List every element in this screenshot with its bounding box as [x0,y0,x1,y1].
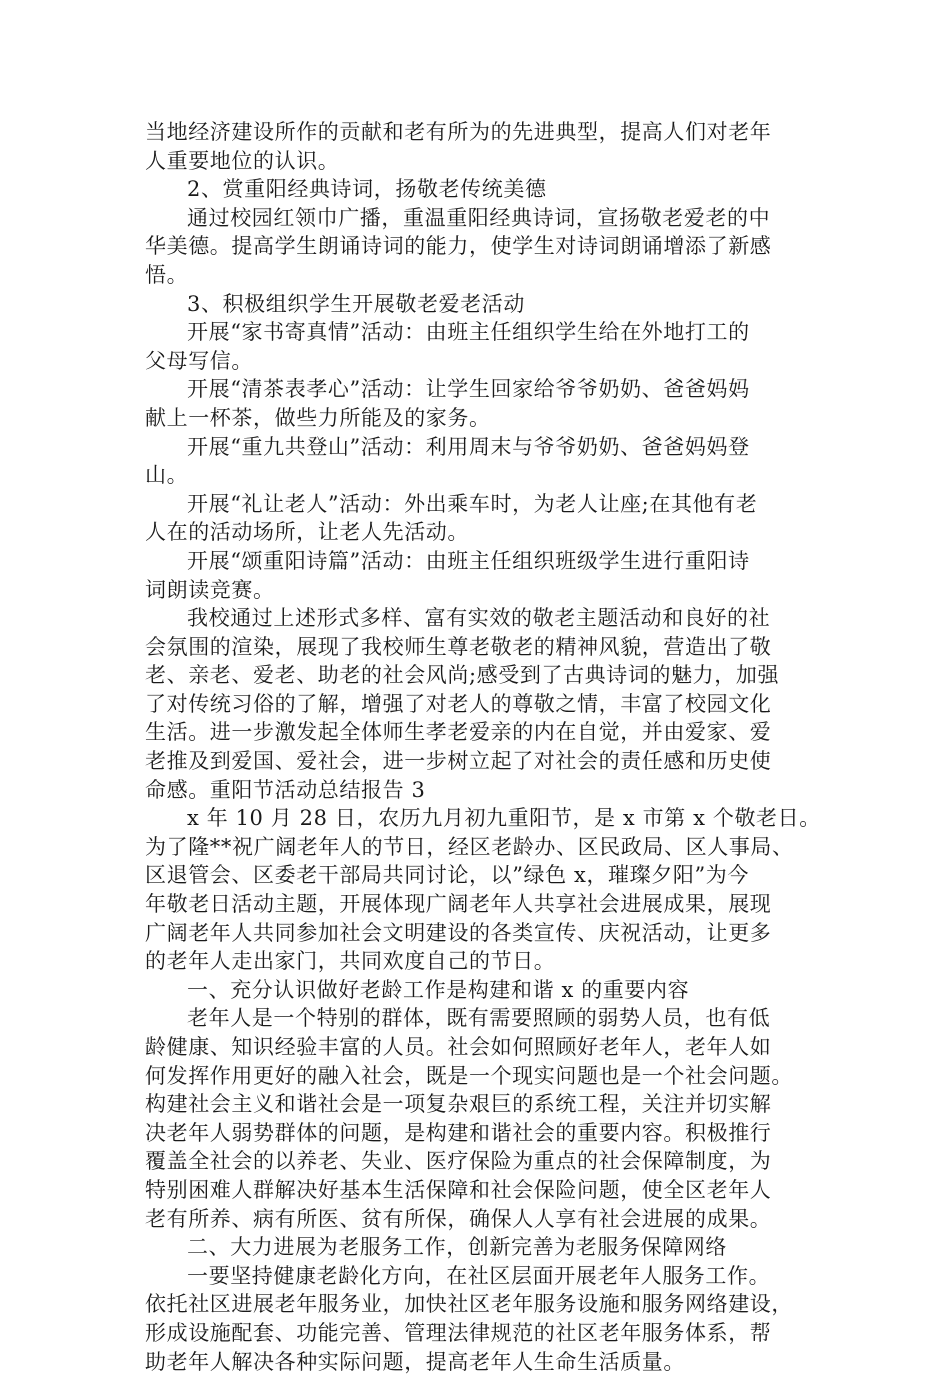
text-line: 开展“重九共登山”活动：利用周末与爷爷奶奶、爸爸妈妈登 [187,434,750,459]
text-line: 覆盖全社会的以养老、失业、医疗保险为重点的社会保障制度，为 [145,1149,772,1174]
text-line: 当地经济建设所作的贡献和老有所为的先进典型，提高人们对老年 [145,120,772,144]
text-line: 生活。进一步激发起全体师生孝老爱亲的内在自觉，并由爱家、爱 [145,720,772,745]
text-line: 通过校园红领巾广播，重温重阳经典诗词，宣扬敬老爱老的中 [187,205,771,230]
text-line: 开展“清茶表孝心”活动：让学生回家给爷爷奶奶、爸爸妈妈 [187,377,750,402]
document-page [145,118,825,1376]
text-line: 何发挥作用更好的融入社会，既是一个现实问题也是一个社会问题。 [145,1063,793,1088]
text-line: 开展“礼让老人”活动：外出乘车时，为老人让座;在其他有老 [187,491,758,516]
text-line: 会氛围的渲染，展现了我校师生尊老敬老的精神风貌，营造出了敬 [145,634,772,659]
text-line: 老、亲老、爱老、助老的社会风尚;感受到了古典诗词的魅力，加强 [145,663,780,688]
text-line: 开展“颂重阳诗篇”活动：由班主任组织班级学生进行重阳诗 [187,548,750,573]
text-line: 为了隆**祝广阔老年人的节日，经区老龄办、区民政局、区人事局、 [145,834,794,859]
text-line: 区退管会、区委老干部局共同讨论，以”绿色 x，璀璨夕阳”为今 [145,863,749,888]
text-line: 献上一杯茶，做些力所能及的家务。 [145,405,491,430]
text-line: 人在的活动场所，让老人先活动。 [145,520,469,545]
text-line: 命感。重阳节活动总结报告 3 [145,777,426,802]
text-line: 3、积极组织学生开展敬老爱老活动 [187,291,525,316]
text-line: 了对传统习俗的了解，增强了对老人的尊敬之情，丰富了校园文化 [145,691,772,716]
text-line: 开展“家书寄真情”活动：由班主任组织学生给在外地打工的 [187,320,750,345]
text-line: 特别困难人群解决好基本生活保障和社会保险问题，使全区老年人 [145,1177,772,1202]
text-line: 决老年人弱势群体的问题，是构建和谐社会的重要内容。积极推行 [145,1120,772,1145]
text-line: 2、赏重阳经典诗词，扬敬老传统美德 [187,177,547,202]
text-line: 构建社会主义和谐社会是一项复杂艰巨的系统工程，关注并切实解 [145,1092,772,1117]
text-line: 词朗读竞赛。 [145,577,275,602]
text-line: 一、充分认识做好老龄工作是构建和谐 x 的重要内容 [187,977,690,1002]
text-line: 广阔老年人共同参加社会文明建设的各类宣传、庆祝活动，让更多 [145,920,772,945]
text-line: 父母写信。 [145,348,253,373]
text-line: 老有所养、病有所医、贫有所保，确保人人享有社会进展的成果。 [145,1206,772,1231]
text-line: 山。 [145,463,189,488]
text-line: 形成设施配套、功能完善、管理法律规范的社区老年服务体系，帮 [145,1320,772,1345]
text-line: 悟。 [145,262,189,287]
text-line: 的老年人走出家门，共同欢度自己的节日。 [145,949,556,974]
text-line: 老年人是一个特别的群体，既有需要照顾的弱势人员，也有低 [187,1006,771,1031]
text-line: 老推及到爱国、爱社会，进一步树立起了对社会的责任感和历史使 [145,749,772,774]
text-line: 二、大力进展为老服务工作，创新完善为老服务保障网络 [187,1235,727,1260]
text-line: 年敬老日活动主题，开展体现广阔老年人共享社会进展成果，展现 [145,892,772,917]
text-line: 华美德。提高学生朗诵诗词的能力，使学生对诗词朗诵增添了新感 [145,234,772,259]
text-line: 助老年人解决各种实际问题，提高老年人生命生活质量。 [145,1349,685,1374]
text-line: 人重要地位的认识。 [145,148,340,173]
text-line: x 年 10 月 28 日，农历九月初九重阳节，是 x 市第 x 个敬老日。 [187,806,821,831]
text-line: 一要坚持健康老龄化方向，在社区层面开展老年人服务工作。 [187,1263,771,1288]
text-line: 我校通过上述形式多样、富有实效的敬老主题活动和良好的社 [187,606,771,631]
text-line: 依托社区进展老年服务业，加快社区老年服务设施和服务网络建设， [145,1292,793,1317]
text-line: 龄健康、知识经验丰富的人员。社会如何照顾好老年人，老年人如 [145,1035,772,1059]
